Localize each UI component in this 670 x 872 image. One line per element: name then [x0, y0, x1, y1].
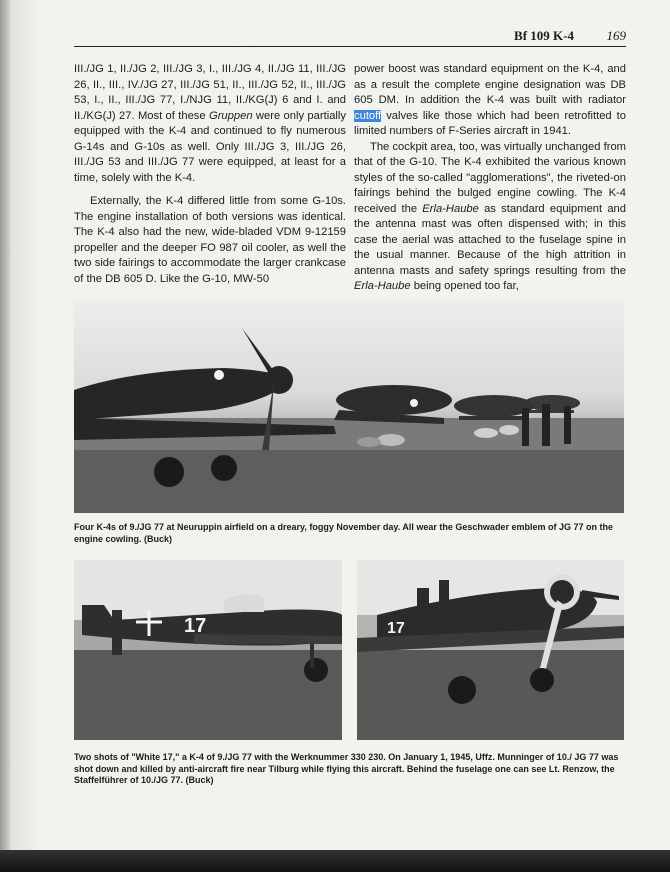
photo-white-17-side-illustration: [74, 560, 342, 740]
left-p1-emphasis: Gruppen: [209, 109, 253, 122]
right-p2-text-a: The cockpit area, too, was virtually unchanged from that of the G-10. The K-4 exhibited the various known styles of the so-called "agglomerations", the riveted-on fairings behind the bulged engine cowling. The K-4 received the: [354, 140, 626, 215]
top-photo-caption: Four K-4s of 9./JG 77 at Neuruppin airfield on a dreary, foggy November day. All wear the Geschwader emblem of JG 77 on the engine cowling. (Buck): [74, 522, 613, 544]
right-text-column: [354, 62, 626, 295]
photo-four-k4-illustration: [74, 300, 624, 513]
photo-white-17-front-illustration: [357, 560, 624, 740]
bottom-photos-caption: Two shots of "White 17," a K-4 of 9./JG 77 with the Werknummer 330 230. On January 1, 1945, Uffz. Munninger of 10./ JG 77 was shot down and killed by anti-aircraft fire near Tilburg while flying this aircraft. Behind the fuselage one can see Lt. Renzow, the Staffelführer of 10./JG 77. (Buck): [74, 752, 619, 785]
left-text-column: [74, 62, 346, 287]
aircraft-marking-text: 17: [184, 615, 207, 637]
page-spine-shadow: [0, 0, 10, 872]
right-p2-text-b: as standard equipment and the antenna mast was often dispensed with; in this case the aerial was attached to the fuselage spine in the usual manner. Because of the high attrition in antenna masts and safety springs resulting from the: [354, 202, 626, 277]
right-paragraph-1: [354, 62, 626, 140]
scan-bottom-edge: [0, 850, 670, 872]
right-p1-text-b: valves like those which had been retrofitted to limited numbers of F-Series aircraft in 1941.: [354, 109, 626, 137]
right-p2-text-c: being opened too far,: [410, 280, 519, 292]
photo-white-17-front: [357, 560, 624, 740]
left-paragraph-2: Externally, the K-4 differed little from some G-10s. The engine installation of both versions was identical. The K-4 also had the new, wide-bladed VDM 9-12159 propeller and the deeper FO 987 oil cooler, as well the two side fairings to accommodate the larger crankcase of the DB 605 D. Like the G-10, MW-50: [74, 195, 346, 285]
left-paragraph-1: [74, 62, 346, 186]
right-paragraph-2: [354, 140, 626, 295]
photo-four-k4-lineup: [74, 300, 624, 513]
running-header: [74, 24, 626, 47]
left-p1-text-a: III./JG 1, II./JG 2, III./JG 3, I., III./JG 4, II./JG 11, III./JG 26, II., III., IV./JG 27, III./JG 51, II., III./JG 52, II., III./JG 53, I., II., III./JG 77, I./NJG 11, II./KG(J) 6 and I. and II./KG(J) 27. Most of these: [74, 63, 346, 122]
selected-word-highlight[interactable]: cutoff: [354, 109, 382, 122]
aircraft-marking-text-2: 17: [387, 620, 405, 637]
right-p2-emphasis-2: Erla-Haube: [354, 280, 411, 292]
left-p1-text-b: were only partially equipped with the K-4 and continued to fly numerous G-14s and G-10s as well. Only III./JG 3, III./JG 26, III./JG 53 and III./JG 77 were equipped, at least for a time, solely with the K-4.: [74, 109, 346, 184]
page-number: 169: [606, 28, 626, 43]
running-title: Bf 109 K-4: [514, 28, 574, 43]
right-p1-text-a: power boost was standard equipment on the K-4, and as a result the complete engine designation was DB 605 DM. In addition the K-4 was built with radiator: [354, 63, 626, 106]
photo-white-17-side: [74, 560, 342, 740]
right-p2-emphasis-1: Erla-Haube: [422, 202, 479, 215]
